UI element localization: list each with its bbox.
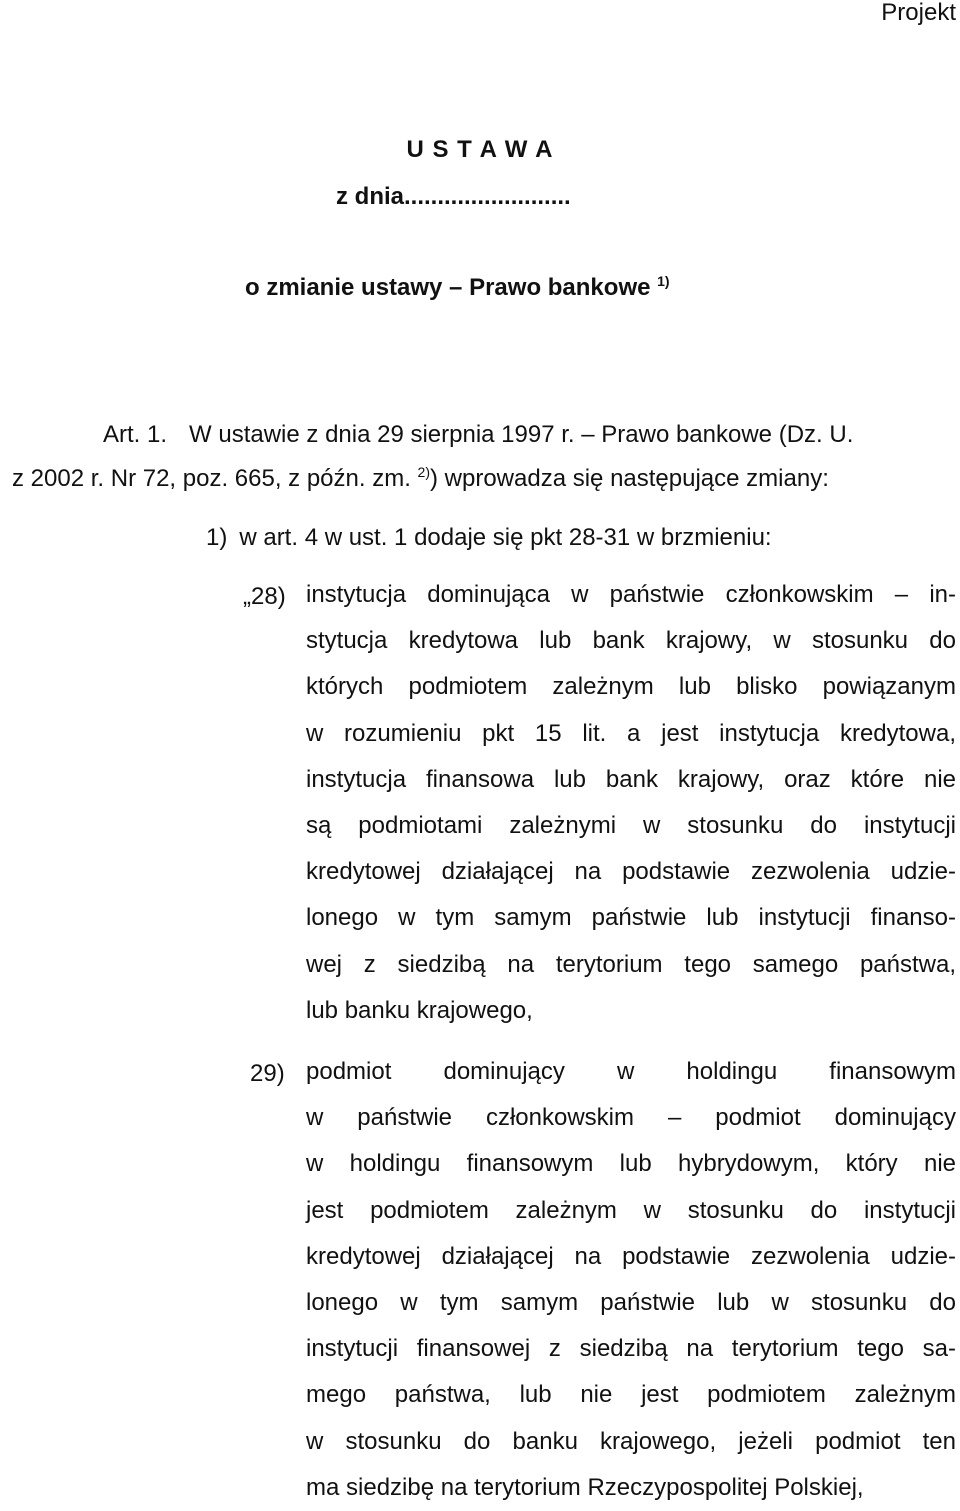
paragraph-line: instytucja finansowa lub bank krajowy, oraz które nie [306,765,956,793]
item-29-label: 29) [250,1060,285,1087]
document-date-line: z dnia......................... [336,183,571,210]
item-29-paragraph [306,1049,956,1511]
document-type-heading: U S T A W A [406,136,554,163]
paragraph-line: lub banku krajowego, [306,996,533,1024]
paragraph-line: instytucji finansowej z siedzibą na terytorium tego sa- [306,1335,956,1363]
paragraph-line: jest podmiotem zależnym w stosunku do instytucji [306,1196,956,1224]
paragraph-line: których podmiotem zależnym lub blisko powiązanym [306,673,956,701]
paragraph-line: stytucja kredytowa lub bank krajowy, w stosunku do [306,627,956,655]
paragraph-line: podmiot dominujący w holdingu finansowym [306,1058,956,1085]
paragraph-line: wej z siedzibą na terytorium tego samego państwa, [306,950,956,978]
paragraph-line: kredytowej działającej na podstawie zezwolenia udzie- [306,1242,956,1270]
paragraph-line: lonego w tym samym państwie lub instytucji finanso- [306,904,956,932]
paragraph-line: ma siedzibę na terytorium Rzeczypospolitej Polskiej, [306,1473,864,1501]
paragraph-line: w państwie członkowskim – podmiot dominujący [306,1104,956,1132]
paragraph-line: kredytowej działającej na podstawie zezwolenia udzie- [306,858,956,886]
point-1-label: 1) [206,524,228,551]
paragraph-line: w holdingu finansowym lub hybrydowym, który nie [306,1150,956,1178]
article-1-label: Art. 1. [103,421,168,448]
point-1 [206,524,772,552]
item-28-paragraph [306,572,956,1034]
footnote-ref-1: 1) [657,273,670,289]
item-28-label: „28) [243,583,286,610]
document-status-label: Projekt [881,0,956,26]
article-1-line-1 [103,421,853,449]
article-1-text-1: W ustawie z dnia 29 sierpnia 1997 r. – Prawo bankowe (Dz. U. [189,421,854,448]
article-1-text-2a: z 2002 r. Nr 72, poz. 665, z późn. zm. [12,465,411,492]
footnote-ref-2: 2) [417,464,430,480]
paragraph-line: mego państwa, lub nie jest podmiotem zależnym [306,1381,956,1409]
paragraph-line: są podmiotami zależnymi w stosunku do instytucji [306,811,956,839]
paragraph-line: w stosunku do banku krajowego, jeżeli podmiot ten [306,1427,956,1455]
article-1-text-2b: ) wprowadza się następujące zmiany: [430,465,829,492]
paragraph-line: w rozumieniu pkt 15 lit. a jest instytucja kredytowa, [306,719,956,747]
subject-text: o zmianie ustawy – Prawo bankowe [245,274,651,301]
paragraph-line: instytucja dominująca w państwie członkowskim – in- [306,581,956,608]
paragraph-line: lonego w tym samym państwie lub w stosunku do [306,1288,956,1316]
article-1-line-2 [12,465,829,493]
point-1-text: w art. 4 w ust. 1 dodaje się pkt 28-31 w brzmieniu: [239,524,772,551]
document-subject-heading [245,274,670,302]
